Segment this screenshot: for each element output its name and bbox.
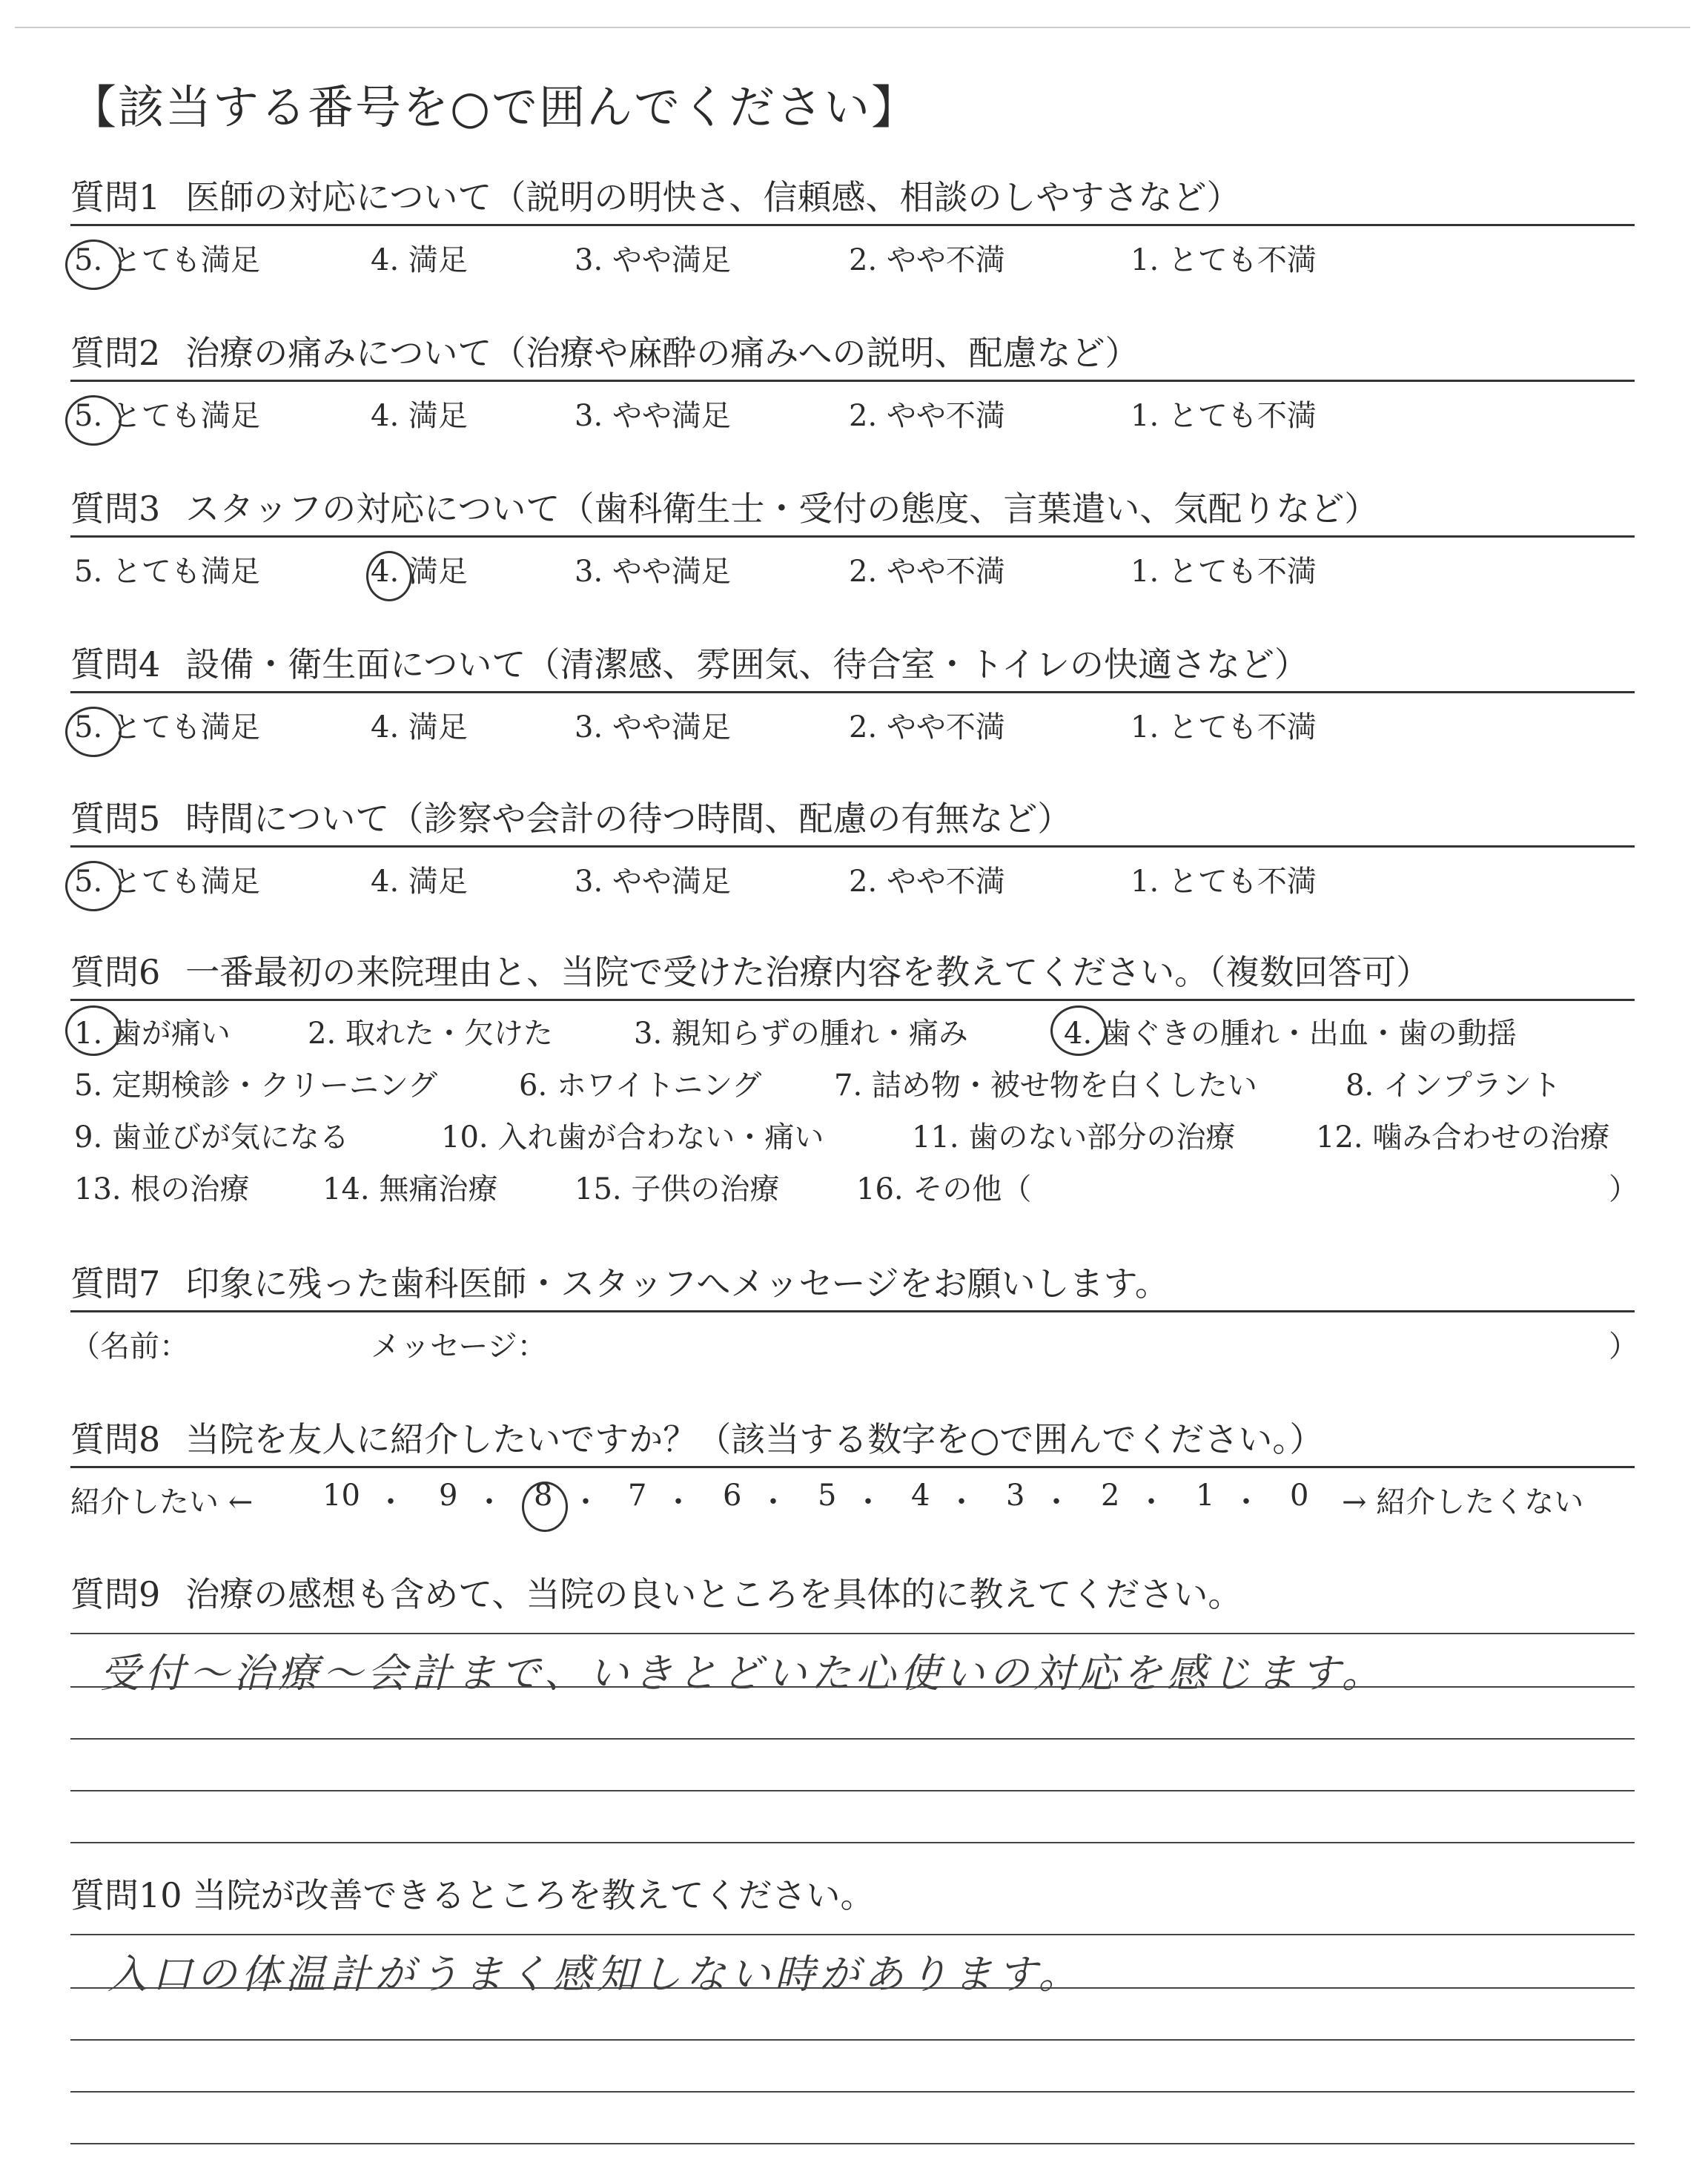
scan-edge-line [15, 27, 1690, 28]
scale-value-2[interactable]: 2 [1101, 1479, 1120, 1513]
rating-option-4[interactable]: 4. 満足 [371, 710, 468, 744]
rating-option-2[interactable]: 2. やや不満 [849, 555, 1005, 589]
rating-options [70, 226, 1635, 278]
scale-value-10[interactable]: 10 [322, 1479, 360, 1513]
recommend-scale [70, 1468, 1635, 1520]
reason-option-1[interactable]: 1. 歯が痛い [74, 1010, 231, 1052]
question-text: 当院が改善できるところを教えてください。 [192, 1875, 875, 1915]
selected-circle [65, 861, 122, 911]
rating-option-3[interactable]: 3. やや満足 [575, 710, 731, 744]
other-close-paren: ） [1609, 1172, 1638, 1206]
scale-separator: ・ [853, 1485, 883, 1519]
answer-line [70, 2143, 1635, 2144]
question-number: 質問4 [70, 644, 161, 684]
reason-option-15[interactable]: 15. 子供の治療 [575, 1172, 780, 1206]
question-5 [70, 798, 1635, 899]
question-text: 印象に残った歯科医師・スタッフへメッセージをお願いします。 [185, 1264, 1169, 1304]
scale-value-5[interactable]: 5 [818, 1479, 837, 1513]
rating-option-5[interactable]: 5. とても満足 [74, 704, 260, 746]
scale-separator: ・ [1231, 1485, 1261, 1519]
question-text: 当院を友人に紹介したいですか？（該当する数字を○で囲んでください。） [185, 1419, 1324, 1459]
question-number: 質問3 [70, 489, 161, 529]
reason-option-4[interactable]: 4. 歯ぐきの腫れ・出血・歯の動揺 [1064, 1010, 1517, 1052]
rating-options [70, 693, 1635, 745]
question-1-heading [70, 176, 1635, 226]
reason-option-16[interactable]: 16. その他（ [856, 1172, 1032, 1206]
scale-separator: ・ [571, 1485, 600, 1519]
rating-option-2[interactable]: 2. やや不満 [849, 710, 1005, 744]
reason-option-13[interactable]: 13. 根の治療 [74, 1172, 250, 1206]
selected-circle [65, 240, 122, 290]
rating-option-3[interactable]: 3. やや満足 [575, 555, 731, 589]
reason-option-12[interactable]: 12. 噛み合わせの治療 [1316, 1120, 1610, 1155]
rating-option-1[interactable]: 1. とても不満 [1131, 865, 1317, 899]
handwritten-answer[interactable]: 受付〜治療〜会計まで、いきとどいた心使いの対応を感じます。 [100, 1650, 1386, 1697]
question-number: 質問1 [70, 177, 161, 217]
question-number: 質問10 [70, 1875, 182, 1915]
selected-circle [366, 551, 412, 601]
question-number: 質問5 [70, 799, 161, 839]
rating-options [70, 538, 1635, 589]
question-2-heading [70, 332, 1635, 382]
answer-line [70, 1633, 1635, 1634]
answer-line [70, 1738, 1635, 1740]
scale-separator: ・ [1136, 1485, 1166, 1519]
name-label: （名前： [70, 1330, 189, 1364]
question-5-heading [70, 798, 1635, 848]
question-4-heading [70, 644, 1635, 693]
answer-line [70, 2039, 1635, 2041]
rating-option-5[interactable]: 5. とても満足 [74, 392, 260, 435]
rating-option-4[interactable]: 4. 満足 [371, 865, 468, 899]
question-2 [70, 332, 1635, 434]
scale-value-1[interactable]: 1 [1196, 1479, 1215, 1513]
scale-value-6[interactable]: 6 [723, 1479, 742, 1513]
question-number: 質問8 [70, 1419, 161, 1459]
rating-option-1[interactable]: 1. とても不満 [1131, 399, 1317, 433]
rating-option-3[interactable]: 3. やや満足 [575, 243, 731, 277]
scale-separator: ・ [663, 1485, 693, 1519]
rating-option-2[interactable]: 2. やや不満 [849, 865, 1005, 899]
page-title: 【該当する番号を○で囲んでください】 [70, 80, 919, 134]
rating-option-5[interactable]: 5. とても満足 [74, 237, 260, 279]
question-text: 一番最初の来院理由と、当院で受けた治療内容を教えてください。（複数回答可） [185, 952, 1431, 992]
question-text: 治療の感想も含めて、当院の良いところを具体的に教えてください。 [185, 1574, 1242, 1614]
question-8-heading [70, 1418, 1635, 1468]
message-close-paren: ） [1609, 1330, 1638, 1364]
question-9-heading [70, 1573, 1635, 1621]
question-text: 治療の痛みについて（治療や麻酔の痛みへの説明、配慮など） [185, 333, 1139, 373]
answer-line [70, 1934, 1635, 1935]
question-4 [70, 644, 1635, 745]
question-text: スタッフの対応について（歯科衛生士・受付の態度、言葉遣い、気配りなど） [185, 489, 1379, 529]
reason-option-7[interactable]: 7. 詰め物・被せ物を白くしたい [834, 1069, 1257, 1103]
message-label: メッセージ： [371, 1330, 547, 1364]
rating-option-1[interactable]: 1. とても不満 [1131, 243, 1317, 277]
question-text: 時間について（診察や会計の待つ時間、配慮の有無など） [185, 799, 1072, 839]
message-row [70, 1312, 1638, 1364]
scale-separator: ・ [376, 1485, 406, 1519]
selected-circle [65, 395, 122, 446]
scale-right-label: → 紹介したくない [1342, 1485, 1584, 1519]
question-9 [70, 1573, 1635, 1697]
rating-option-2[interactable]: 2. やや不満 [849, 399, 1005, 433]
scale-separator: ・ [758, 1485, 788, 1519]
question-10 [70, 1875, 1635, 1998]
reason-option-3[interactable]: 3. 親知らずの腫れ・痛み [634, 1017, 968, 1051]
answer-line [70, 1790, 1635, 1791]
answer-line [70, 1686, 1635, 1688]
scale-value-4[interactable]: 4 [911, 1479, 930, 1513]
question-number: 質問6 [70, 952, 161, 992]
question-text: 設備・衛生面について（清潔感、雰囲気、待合室・トイレの快適さなど） [185, 644, 1309, 684]
reason-options [70, 1001, 1638, 1216]
question-10-heading [70, 1875, 1635, 1922]
question-7-heading [70, 1263, 1635, 1312]
reason-option-6[interactable]: 6. ホワイトニング [519, 1069, 762, 1103]
rating-option-4[interactable]: 4. 満足 [371, 399, 468, 433]
reason-option-10[interactable]: 10. 入れ歯が合わない・痛い [441, 1120, 824, 1155]
question-6 [70, 951, 1638, 1216]
scale-value-3[interactable]: 3 [1006, 1479, 1025, 1513]
rating-option-1[interactable]: 1. とても不満 [1131, 555, 1317, 589]
scale-separator: ・ [474, 1485, 504, 1519]
rating-options [70, 382, 1635, 434]
reason-option-5[interactable]: 5. 定期検診・クリーニング [74, 1069, 438, 1103]
scale-value-7[interactable]: 7 [628, 1479, 647, 1513]
scale-separator: ・ [947, 1485, 976, 1519]
rating-option-5[interactable]: 5. とても満足 [74, 555, 260, 589]
rating-option-4[interactable]: 4. 満足 [371, 243, 468, 277]
answer-line [70, 1987, 1635, 1989]
rating-option-2[interactable]: 2. やや不満 [849, 243, 1005, 277]
question-1 [70, 176, 1635, 278]
scale-value-8[interactable]: 8 [534, 1479, 552, 1513]
question-6-heading [70, 951, 1635, 1001]
rating-option-3[interactable]: 3. やや満足 [575, 399, 731, 433]
question-text: 医師の対応について（説明の明快さ、信頼感、相談のしやすさなど） [185, 177, 1241, 217]
selected-circle [1050, 1005, 1107, 1056]
question-number: 質問7 [70, 1264, 161, 1304]
question-number: 質問2 [70, 333, 161, 373]
selected-circle [522, 1482, 568, 1532]
scale-value-0[interactable]: 0 [1290, 1479, 1309, 1513]
question-7 [70, 1263, 1638, 1364]
question-3-heading [70, 488, 1635, 538]
rating-option-4[interactable]: 4. 満足 [371, 548, 468, 590]
handwritten-answer[interactable]: 入口の体温計がうまく感知しない時があります。 [107, 1951, 1083, 1998]
rating-option-3[interactable]: 3. やや満足 [575, 865, 731, 899]
reason-option-2[interactable]: 2. 取れた・欠けた [308, 1017, 553, 1051]
question-3 [70, 488, 1635, 589]
rating-option-1[interactable]: 1. とても不満 [1131, 710, 1317, 744]
answer-line [70, 2091, 1635, 2093]
scale-value-9[interactable]: 9 [439, 1479, 458, 1513]
reason-option-8[interactable]: 8. インプラント [1345, 1069, 1561, 1103]
reason-option-11[interactable]: 11. 歯のない部分の治療 [912, 1120, 1236, 1155]
selected-circle [65, 1005, 122, 1056]
question-number: 質問9 [70, 1574, 161, 1614]
rating-option-5[interactable]: 5. とても満足 [74, 858, 260, 900]
reason-option-9[interactable]: 9. 歯並びが気になる [74, 1120, 349, 1155]
scale-left-label: 紹介したい ← [70, 1485, 254, 1519]
question-8 [70, 1418, 1635, 1520]
scale-separator: ・ [1042, 1485, 1071, 1519]
reason-option-14[interactable]: 14. 無痛治療 [322, 1172, 498, 1206]
rating-options [70, 848, 1635, 899]
selected-circle [65, 707, 122, 757]
answer-line [70, 1842, 1635, 1843]
